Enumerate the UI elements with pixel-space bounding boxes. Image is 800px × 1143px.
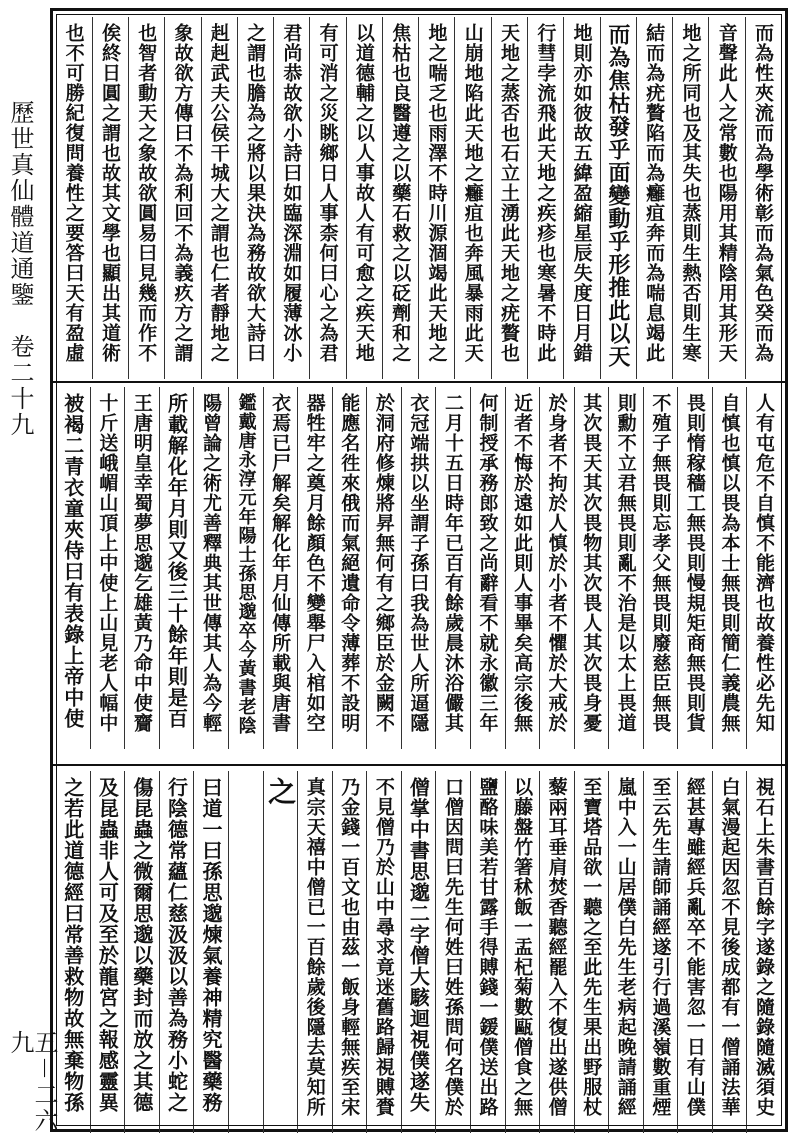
text-column: 結而為疣贅陷而為癰疽奔而為喘息竭此 [636,17,672,379]
text-column: 何制授承務郎致之尚辭看不就永徽三年 [470,387,505,749]
text-column: 口僧因問曰先生何姓曰姓孫問何名僕於 [435,771,470,1133]
text-column: 僧掌中書思邈二字僧大駭迴視僕遂失 [401,771,436,1133]
text-column: 十斤送峨嵋山頂上中使上山見老人幅中 [90,387,125,749]
text-column: 山崩地陷此天地之癰疽也奔風暴雨此天 [454,17,490,379]
text-column: 以道德輔之以人事故人有可愈之疾天地 [346,17,382,379]
page-number-margin: 五－二六九 [6,1030,58,1134]
text-column: 藜兩耳垂肩焚香聽經罷入不復出遂供僧 [539,771,574,1133]
text-column: 鑑戴唐永淳元年陽士孫思邈卒今黃書老陰 [228,387,263,749]
text-column: 二月十五日時年已百有餘歲晨沐浴儼其 [435,387,470,749]
text-column: 不殖子無畏則忘孝父無畏則廢慈臣無畏 [643,387,678,749]
text-column: 曰道一曰孫思邈煉氣養神精究醫藥務 [193,771,228,1133]
text-column: 於洞府修煉將昇無何有之鄉臣於金闕不 [366,387,401,749]
book-title-margin: 歷世真仙體道通鑒 卷二十九 [6,100,34,438]
text-column: 之謂也膽為之將以果決為務故欲大詩曰 [237,17,273,379]
text-column: 地則亦如彼故五緯盈縮星辰失度日月錯 [563,17,599,379]
text-column: 也智者動天之象故欲圓易曰見幾而作不 [128,17,164,379]
text-column: 之 [263,771,298,1133]
page-frame [50,8,788,1132]
text-column: 王唐明皇幸蜀夢思邈乞雄黃乃命中使齎 [124,387,159,749]
text-column: 至云先生請師誦經遂引行過溪嶺數重煙 [643,771,678,1133]
text-column: 及昆蟲非人可及至於龍宮之報感靈異 [90,771,125,1133]
text-column: 自慎也慎以畏為本士無畏則簡仁義農無 [712,387,747,749]
text-column: 畏則惰稼穡工無畏則慢規矩商無畏則貨 [677,387,712,749]
text-panel-bottom [57,771,781,1133]
text-column: 傷昆蟲之微爾思邈以藥封而放之其德 [124,771,159,1133]
text-column: 器牲牢之奠月餘顏色不變舉尸入棺如空 [297,387,332,749]
text-column: 乃金錢一百文也由茲一飯身輕無疾至宋 [332,771,367,1133]
text-column: 被褐二青衣童夾侍曰有表錄上帝中使 [60,393,85,729]
text-column: 焦枯也良醫遵之以藥石救之以砭劑和之 [382,17,418,379]
text-column: 鹽酪味美若甘露手得賻錢一鍰僕送出路 [470,771,505,1133]
text-column: 視石上朱書百餘字遂錄之隨錄隨滅須史 [746,771,781,1133]
text-column: 不見僧乃於山中尋求竟迷舊路歸視賻賚 [366,771,401,1133]
text-column: 也不可勝紀復問養性之要答曰天有盈虛 [62,23,85,363]
text-column: 於身者不拘於人慎於小者不懼於大戒於 [539,387,574,749]
text-column: 真宗天禧中僧已一百餘歲後隱去莫知所 [297,771,332,1133]
panel-divider [53,381,785,383]
text-column: 經甚專雖經兵亂卒不能害忽一日有山僕 [677,771,712,1133]
text-column: 音聲此人之常數也陽用其精陰用其形天 [708,17,744,379]
text-column: 衣冠端拱以坐謂子孫曰我為世人所逼隱 [401,387,436,749]
text-column: 能應名徃來俄而氣絕遺命令薄葬不設明 [332,387,367,749]
text-column: 以藤盤竹箸秫飯一盂杞菊數甌僧食之無 [505,771,540,1133]
text-column: 所載解化年月則又後三十餘年則是百 [159,387,194,749]
panel-divider [53,764,785,766]
text-panel-top [57,17,781,379]
text-column: 衣焉已尸解矣解化年月仙傳所載與唐書 [263,387,298,749]
text-column: 而為性夾流而為學術彰而為氣色癸而為 [745,17,781,379]
text-panel-middle [57,387,781,749]
text-column: 有可消之災眺鄉日人事柰何曰心之為君 [309,17,345,379]
text-column: 之若此道德經曰常善救物故無棄物孫 [60,777,85,1113]
text-column: 其次畏天其次畏物其次畏人其次畏身憂 [574,387,609,749]
text-column: 地之喘乏也雨澤不時川源涸竭此天地之 [418,17,454,379]
text-column: 俟終日圓之謂也故其文學也顯出其道術 [92,17,128,379]
text-column: 地之所同也及其失也蒸則生熱否則生寒 [672,17,708,379]
text-column: 人有屯危不自慎不能濟也故養性必先知 [746,387,781,749]
text-column: 至寶塔品欲一聽之至此先生果出野服杖 [574,771,609,1133]
text-column: 象故欲方傳曰不為利回不為義疚方之謂 [164,17,200,379]
text-column: 則勳不立君無畏則亂不治是以太上畏道 [608,387,643,749]
text-column [228,771,263,1133]
text-column: 行彗孛流飛此天地之疾疹也寒暑不時此 [527,17,563,379]
text-column: 白氣漫起因忽不見後成都有一僧誦法華 [712,771,747,1133]
text-column: 而為焦枯發乎面變動乎形推此以天 [600,17,636,379]
text-column: 陽曾論之術尤善釋典其世傳其人為今輕 [193,387,228,749]
text-column: 行陰德常蘊仁慈汲汲以善為務小蛇之 [159,771,194,1133]
text-column: 天地之蒸否也石立土湧此天地之疣贅也 [491,17,527,379]
text-column: 君尚恭故欲小詩曰如臨深淵如履薄冰小 [273,17,309,379]
text-column: 近者不悔於遠如此則人事畢矣高宗後無 [505,387,540,749]
text-column: 赳赳武夫公侯干城大之謂也仁者靜地之 [201,17,237,379]
text-column: 嵐中入一山居僕白先生老病起晚請誦經 [608,771,643,1133]
